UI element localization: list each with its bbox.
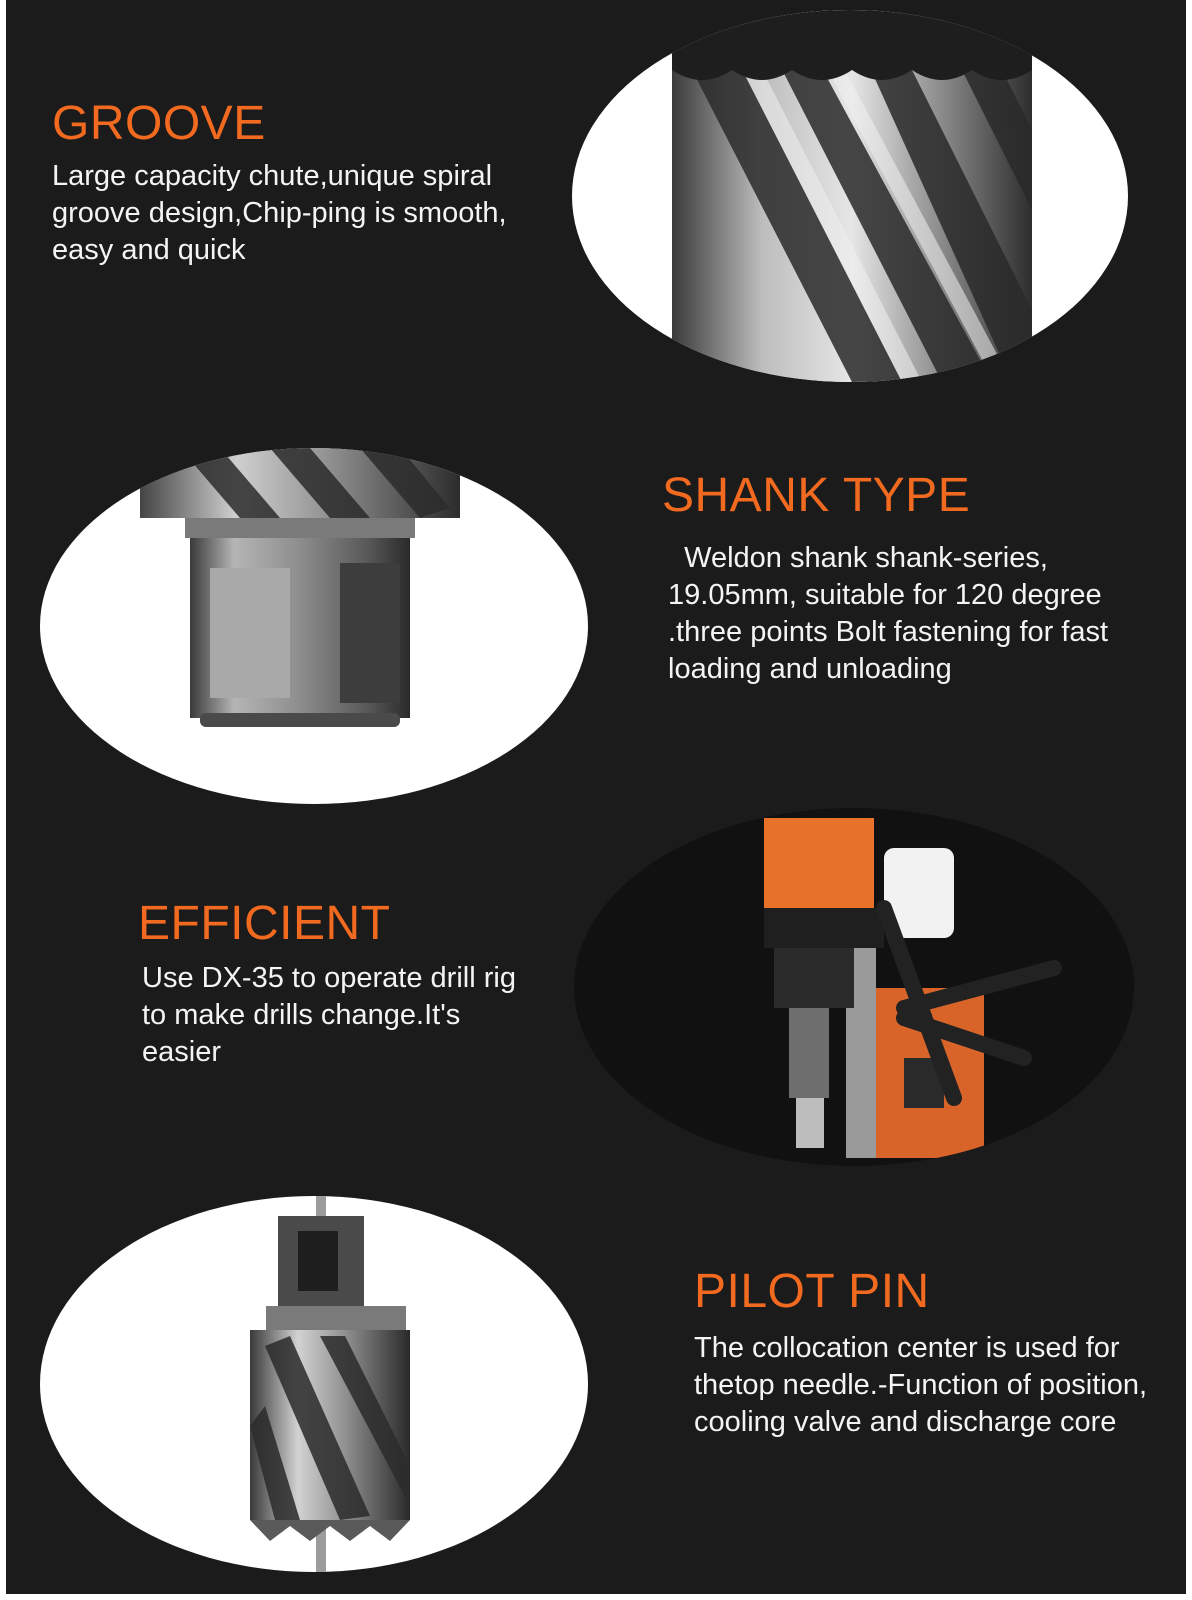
drill-rig-photo — [574, 808, 1134, 1166]
annular-cutter-groove-closeup — [572, 10, 1128, 382]
product-feature-page — [6, 0, 1186, 1594]
groove-title: GROOVE — [52, 97, 266, 150]
pilot-pin-title: PILOT PIN — [694, 1265, 930, 1318]
shank-type-title: SHANK TYPE — [662, 469, 971, 522]
shank-photo — [40, 448, 588, 804]
weldon-shank-closeup — [40, 448, 588, 804]
pilot-pin-description: The collocation center is used for thetop needle.-Function of position, cooling valve and discharge core — [694, 1332, 1148, 1438]
efficient-title: EFFICIENT — [138, 897, 391, 950]
shank-type-description: Weldon shank shank-series, 19.05mm, suitable for 120 degree .three points Bolt fastening for fast loading and unloading — [668, 542, 1109, 685]
efficient-description: Use DX-35 to operate drill rig to make drills change.It's easier — [142, 962, 516, 1068]
groove-description: Large capacity chute,unique spiral groove design,Chip-ping is smooth, easy and quick — [52, 160, 507, 266]
pilot-pin-photo — [40, 1196, 588, 1572]
magnetic-drill-rig — [574, 808, 1134, 1166]
groove-cutter-photo — [572, 10, 1128, 382]
annular-cutter-with-pilot-pin — [40, 1196, 588, 1572]
